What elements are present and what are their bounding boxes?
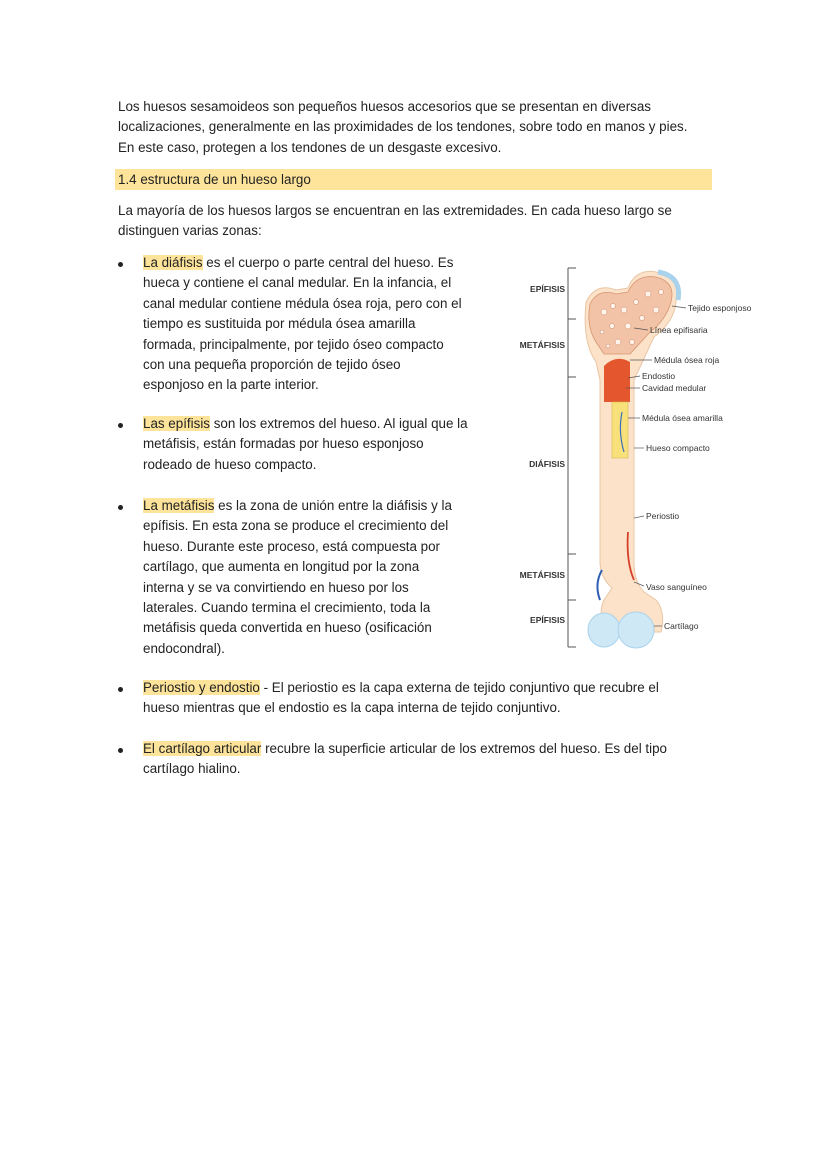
bullet-text: recubre la superficie articular de los extremos del hueso. Es del tipo — [261, 741, 667, 756]
zone-epifisis-bottom: EPÍFISIS — [530, 615, 565, 625]
bullet-periostio — [143, 678, 659, 719]
bullet-text: - El periostio es la capa externa de tejido conjuntivo que recubre el — [259, 680, 659, 695]
intro-line-1: Los huesos sesamoideos son pequeños huesos accesorios que se presentan en diversas — [118, 99, 651, 114]
bullet-text: formada, principalmente, por tejido óseo compacto — [143, 336, 444, 352]
lead-paragraph — [118, 201, 718, 242]
label-periostio: Periostio — [646, 511, 680, 521]
term-diafisis: La diáfisis — [143, 255, 203, 270]
label-vaso-sanguineo: Vaso sanguíneo — [646, 582, 707, 592]
zone-metafisis-bottom: METÁFISIS — [519, 570, 565, 580]
intro-line-3: En este caso, protegen a los tendones de un desgaste excesivo. — [118, 139, 502, 155]
bullet-text: laterales. Cuando termina el crecimiento, toda la — [143, 600, 431, 616]
lead-line-2: distinguen varias zonas: — [118, 223, 262, 239]
bullet-text: rodeado de hueso compacto. — [143, 456, 317, 472]
intro-line-2: localizaciones, generalmente en las proximidades de los tendones, sobre todo en manos y pies. — [118, 119, 688, 135]
long-bone-diagram — [516, 262, 816, 657]
cartilage-right — [618, 612, 654, 648]
bullet-text: con una pequeña proporción de tejido óseo — [143, 357, 401, 373]
red-marrow — [604, 359, 630, 402]
bullet-text: tiempo es sustituida por médula ósea amarilla — [143, 316, 416, 332]
label-medula-amarilla: Médula ósea amarilla — [642, 413, 723, 423]
bullet-text: es la zona de unión entre la diáfisis y la — [214, 498, 452, 513]
label-linea-epifisaria: Línea epifisaria — [650, 325, 708, 335]
blood-vessel-blue — [597, 570, 602, 600]
bullet-text: interna y se va convirtiendo en hueso por los — [143, 579, 409, 595]
lead-line-1: La mayoría de los huesos largos se encuentran en las extremidades. En cada hueso largo se — [118, 203, 672, 218]
term-metafisis: La metáfisis — [143, 498, 215, 513]
bullet-text: endocondral). — [143, 640, 225, 656]
zone-epifisis-top: EPÍFISIS — [530, 284, 565, 294]
label-endostio: Endostio — [642, 371, 676, 381]
bullet-text: cartílago, que aumenta en longitud por la zona — [143, 559, 420, 575]
bullet-text: hueso. Durante este proceso, está compuesta por — [143, 538, 441, 554]
bullet-text: metáfisis queda convertida en hueso (osificación — [143, 620, 432, 636]
bullet-diafisis — [143, 253, 462, 396]
bullet-text: metáfisis, están formadas por hueso esponjoso — [143, 436, 424, 452]
section-heading: 1.4 estructura de un hueso largo — [115, 169, 712, 190]
term-cartilago: El cartílago articular — [143, 741, 262, 756]
bullet-text: canal medular contiene médula ósea roja, pero con el — [143, 295, 462, 311]
zone-metafisis-top: METÁFISIS — [519, 340, 565, 350]
label-hueso-compacto: Hueso compacto — [646, 443, 710, 453]
bullet-text: hueso mientras que el endostio es la capa interna de tejido conjuntivo. — [143, 700, 561, 716]
bullet-cartilago — [143, 739, 667, 780]
label-cavidad-medular: Cavidad medular — [642, 383, 707, 393]
intro-paragraph — [118, 97, 718, 158]
label-tejido-esponjoso: Tejido esponjoso — [688, 303, 752, 313]
bullet-text: cartílago hialino. — [143, 761, 241, 777]
zone-diafisis: DIÁFISIS — [529, 459, 565, 469]
label-medula-roja: Médula ósea roja — [654, 355, 720, 365]
bullet-text: hueca y contiene el canal medular. En la infancia, el — [143, 275, 452, 291]
zone-bracket — [568, 268, 576, 647]
bullet-text: son los extremos del hueso. Al igual que la — [210, 416, 468, 431]
term-epifisis: Las epífisis — [143, 416, 210, 431]
bullet-text: esponjoso en la parte interior. — [143, 377, 319, 393]
bullet-epifisis — [143, 414, 468, 475]
bullet-text: epífisis. En esta zona se produce el crecimiento del — [143, 518, 449, 534]
bullet-metafisis — [143, 496, 452, 659]
cartilage-left — [588, 613, 620, 647]
term-periostio: Periostio y endostio — [143, 680, 260, 695]
label-cartilago: Cartílago — [664, 621, 699, 631]
bullet-text: es el cuerpo o parte central del hueso. Es — [202, 255, 454, 270]
